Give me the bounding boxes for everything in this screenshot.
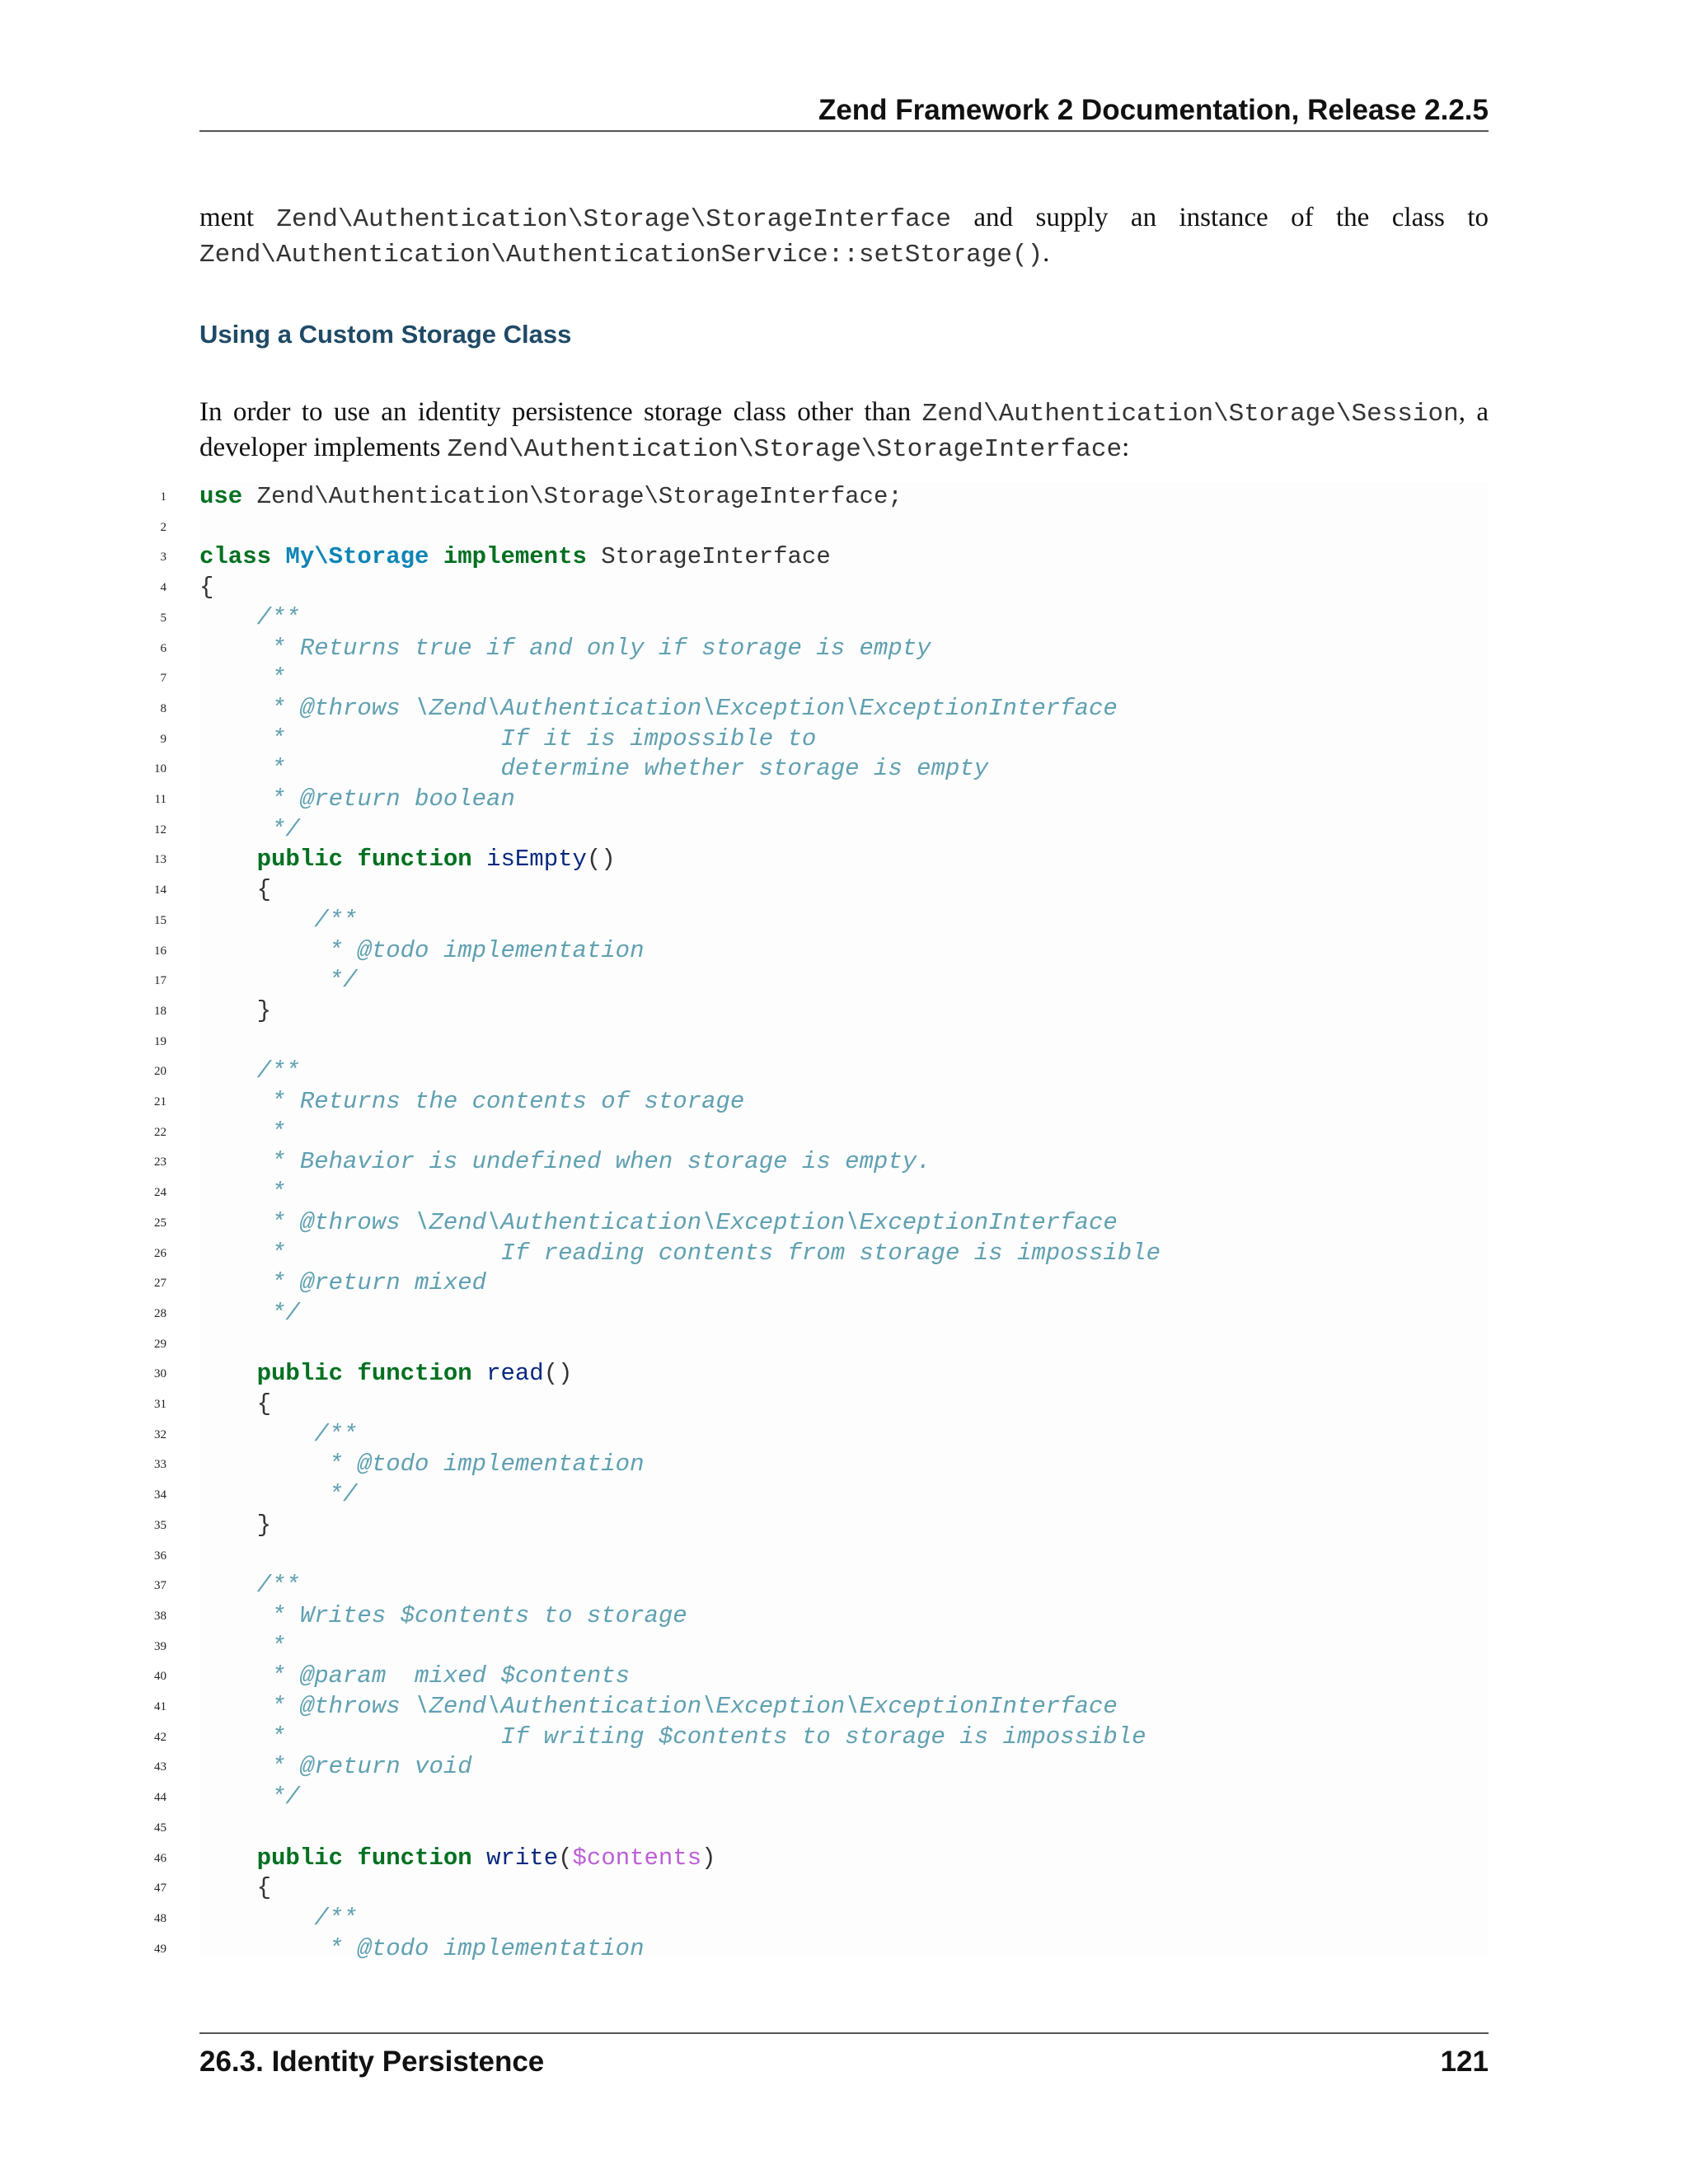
code-token: ( bbox=[558, 1844, 573, 1872]
line-number: 27 bbox=[154, 1277, 166, 1291]
intro-code-1: Zend\Authentication\Storage\StorageInterface bbox=[276, 205, 951, 234]
code-token: */ bbox=[199, 1299, 300, 1327]
code-token: * @param mixed $contents bbox=[199, 1662, 631, 1690]
line-number: 38 bbox=[154, 1609, 166, 1623]
code-token bbox=[199, 1360, 257, 1387]
code-token: * @return mixed bbox=[199, 1269, 487, 1297]
code-token bbox=[199, 846, 257, 873]
code-line bbox=[0, 966, 1688, 996]
line-number: 9 bbox=[160, 732, 166, 746]
code-text bbox=[199, 1722, 1146, 1752]
line-number: 25 bbox=[154, 1216, 166, 1230]
code-token: public bbox=[256, 846, 344, 874]
line-number: 28 bbox=[154, 1306, 166, 1320]
line-number: 5 bbox=[160, 611, 166, 625]
line-number: 18 bbox=[154, 1004, 166, 1018]
intro-code-2: Zend\Authentication\AuthenticationService::setStorage() bbox=[199, 241, 1043, 269]
code-token: * bbox=[199, 1179, 286, 1207]
line-number: 43 bbox=[154, 1760, 166, 1774]
code-line bbox=[0, 573, 1688, 603]
code-line bbox=[0, 724, 1688, 755]
code-line bbox=[0, 1752, 1688, 1783]
code-line bbox=[0, 1692, 1688, 1722]
code-line bbox=[0, 1147, 1688, 1178]
code-token: * @return boolean bbox=[199, 785, 515, 813]
code-token bbox=[271, 543, 285, 570]
code-line bbox=[0, 694, 1688, 724]
code-token: * If it is impossible to bbox=[199, 724, 817, 752]
code-line bbox=[0, 1208, 1688, 1239]
footer-section-title: 26.3. Identity Persistence bbox=[199, 2046, 545, 2078]
code-text bbox=[199, 815, 300, 845]
code-text bbox=[199, 482, 903, 512]
code-text bbox=[199, 542, 831, 572]
code-text bbox=[199, 754, 988, 784]
code-text bbox=[199, 1632, 285, 1661]
code-token: * @return void bbox=[199, 1753, 472, 1781]
line-number: 1 bbox=[160, 490, 166, 504]
code-token: function bbox=[357, 846, 472, 874]
code-token: My\Storage bbox=[285, 543, 429, 571]
running-header bbox=[199, 91, 1489, 132]
code-token: isEmpty bbox=[486, 846, 587, 874]
line-number: 40 bbox=[154, 1670, 166, 1684]
code-token: /** bbox=[199, 603, 300, 631]
line-number: 30 bbox=[154, 1367, 166, 1381]
line-number: 49 bbox=[154, 1942, 166, 1956]
code-line bbox=[0, 1661, 1688, 1692]
code-token: * @todo implementation bbox=[199, 1934, 645, 1962]
code-line bbox=[0, 1722, 1688, 1753]
line-number: 14 bbox=[154, 883, 166, 898]
code-token bbox=[199, 1844, 257, 1872]
code-token bbox=[472, 1360, 486, 1387]
code-text bbox=[199, 1752, 472, 1782]
line-number: 35 bbox=[154, 1518, 166, 1532]
code-text bbox=[199, 1359, 573, 1389]
intro-text-2: and supply an instance of the class to bbox=[950, 203, 1489, 232]
code-token: use bbox=[199, 483, 243, 510]
intro-paragraph bbox=[199, 201, 1489, 272]
code-token: * Writes $contents to storage bbox=[199, 1601, 687, 1629]
code-token: public bbox=[256, 1360, 344, 1388]
code-line bbox=[0, 1239, 1688, 1269]
code-line bbox=[0, 513, 1688, 543]
code-line bbox=[0, 754, 1688, 785]
code-line bbox=[0, 1873, 1688, 1904]
line-number: 32 bbox=[154, 1427, 166, 1441]
code-token: public bbox=[256, 1844, 344, 1872]
line-number: 7 bbox=[160, 672, 166, 686]
code-token: /** bbox=[199, 1572, 300, 1600]
code-text bbox=[199, 694, 1118, 724]
line-number: 42 bbox=[154, 1730, 166, 1744]
code-token: () bbox=[586, 846, 616, 874]
code-line bbox=[0, 845, 1688, 875]
code-text bbox=[199, 1178, 285, 1207]
code-line bbox=[0, 936, 1688, 967]
code-text bbox=[199, 634, 931, 663]
code-text bbox=[199, 936, 645, 966]
code-token: */ bbox=[199, 1783, 300, 1811]
line-number: 31 bbox=[154, 1398, 166, 1411]
code-text bbox=[199, 1904, 357, 1933]
code-line bbox=[0, 1268, 1688, 1299]
section-text-2: , a developer implements bbox=[199, 397, 1489, 462]
code-line bbox=[0, 1904, 1688, 1934]
code-token: * @throws \Zend\Authentication\Exception\ExceptionInterface bbox=[199, 1208, 1118, 1236]
line-number: 26 bbox=[154, 1246, 166, 1260]
code-line bbox=[0, 906, 1688, 936]
line-number: 12 bbox=[154, 823, 166, 837]
code-line bbox=[0, 1450, 1688, 1480]
line-number: 44 bbox=[154, 1791, 166, 1805]
code-token bbox=[343, 1360, 357, 1387]
code-text bbox=[199, 1480, 357, 1510]
code-token: */ bbox=[199, 815, 300, 843]
line-number: 10 bbox=[154, 762, 166, 776]
code-line bbox=[0, 1420, 1688, 1451]
code-token: Zend\Authentication\Storage\StorageInterface; bbox=[242, 483, 903, 510]
code-text bbox=[199, 996, 271, 1026]
intro-text-3: . bbox=[1043, 238, 1050, 268]
code-token: * If reading contents from storage is impossible bbox=[199, 1239, 1160, 1267]
code-line bbox=[0, 1480, 1688, 1511]
code-line bbox=[0, 1934, 1688, 1965]
code-token: * determine whether storage is empty bbox=[199, 755, 989, 783]
code-text bbox=[199, 1783, 300, 1812]
code-token: */ bbox=[199, 1481, 358, 1509]
code-text bbox=[199, 1661, 630, 1691]
code-line bbox=[0, 1783, 1688, 1813]
code-line bbox=[0, 1329, 1688, 1360]
intro-text-1: ment bbox=[199, 203, 277, 232]
line-number: 4 bbox=[160, 581, 166, 595]
code-text bbox=[199, 1299, 300, 1329]
code-line bbox=[0, 1178, 1688, 1208]
line-number: 15 bbox=[154, 913, 166, 927]
code-line bbox=[0, 785, 1688, 815]
code-text bbox=[199, 1057, 300, 1086]
code-token: * Returns the contents of storage bbox=[199, 1088, 745, 1115]
code-line bbox=[0, 603, 1688, 634]
code-line bbox=[0, 482, 1688, 513]
line-number: 41 bbox=[154, 1700, 166, 1713]
code-token: * @throws \Zend\Authentication\Exception\ExceptionInterface bbox=[199, 1693, 1118, 1720]
code-token: */ bbox=[199, 967, 358, 995]
code-token: write bbox=[486, 1844, 559, 1872]
code-line bbox=[0, 1118, 1688, 1148]
section-text-3: : bbox=[1122, 433, 1130, 462]
code-token: StorageInterface bbox=[586, 543, 831, 571]
code-token: read bbox=[486, 1360, 544, 1388]
code-line bbox=[0, 1027, 1688, 1057]
line-number: 33 bbox=[154, 1458, 166, 1472]
code-text bbox=[199, 1087, 744, 1117]
code-text bbox=[199, 1147, 931, 1177]
code-text bbox=[199, 845, 616, 874]
code-token: { bbox=[199, 1390, 272, 1418]
code-token: { bbox=[199, 876, 272, 904]
code-text bbox=[199, 1450, 645, 1479]
code-line bbox=[0, 663, 1688, 694]
code-line bbox=[0, 1087, 1688, 1118]
line-number: 20 bbox=[154, 1065, 166, 1079]
code-line bbox=[0, 1390, 1688, 1420]
code-text bbox=[199, 1692, 1118, 1722]
code-token: /** bbox=[199, 906, 358, 934]
code-token: } bbox=[199, 1511, 272, 1539]
code-token: * bbox=[199, 1632, 286, 1660]
code-line bbox=[0, 1632, 1688, 1662]
code-token: () bbox=[543, 1360, 573, 1388]
code-line bbox=[0, 1511, 1688, 1541]
code-token bbox=[343, 846, 357, 873]
code-text bbox=[199, 663, 285, 693]
code-text bbox=[199, 966, 357, 996]
line-number: 3 bbox=[160, 551, 166, 565]
code-line bbox=[0, 634, 1688, 664]
code-token: * bbox=[199, 664, 286, 692]
section-code-1: Zend\Authentication\Storage\Session bbox=[921, 400, 1459, 429]
line-number: 47 bbox=[154, 1882, 166, 1896]
code-text bbox=[199, 1844, 716, 1873]
line-number: 46 bbox=[154, 1851, 166, 1865]
line-number: 24 bbox=[154, 1186, 166, 1200]
line-number: 6 bbox=[160, 641, 166, 655]
code-token: * bbox=[199, 1118, 286, 1146]
code-token: /** bbox=[199, 1057, 300, 1085]
code-line bbox=[0, 1571, 1688, 1601]
line-number: 34 bbox=[154, 1488, 166, 1502]
code-token bbox=[429, 543, 443, 570]
line-number: 13 bbox=[154, 853, 166, 867]
code-token: * @throws \Zend\Authentication\Exception\ExceptionInterface bbox=[199, 694, 1118, 722]
line-number: 23 bbox=[154, 1155, 166, 1169]
line-number: 21 bbox=[154, 1095, 166, 1108]
line-number: 37 bbox=[154, 1579, 166, 1593]
code-text bbox=[199, 906, 357, 935]
section-text-1: In order to use an identity persistence storage class other than bbox=[199, 397, 922, 427]
code-line bbox=[0, 1359, 1688, 1390]
code-text bbox=[199, 1208, 1118, 1238]
code-text bbox=[199, 1511, 271, 1540]
code-token: ) bbox=[701, 1844, 716, 1872]
code-token bbox=[472, 846, 486, 873]
header-title: Zend Framework 2 Documentation, Release 2.2.5 bbox=[818, 94, 1489, 126]
line-number: 2 bbox=[160, 520, 166, 534]
code-text bbox=[199, 1420, 357, 1450]
code-line bbox=[0, 1813, 1688, 1844]
code-token: implements bbox=[443, 543, 587, 571]
section-paragraph bbox=[199, 396, 1489, 466]
code-token: * Returns true if and only if storage is empty bbox=[199, 634, 931, 662]
section-heading: Using a Custom Storage Class bbox=[199, 320, 572, 349]
line-number: 8 bbox=[160, 701, 166, 715]
page-number: 121 bbox=[1440, 2046, 1489, 2078]
code-token: /** bbox=[199, 1904, 358, 1932]
code-text bbox=[199, 1239, 1160, 1268]
code-text bbox=[199, 603, 300, 633]
line-number: 36 bbox=[154, 1549, 166, 1563]
code-token: * @todo implementation bbox=[199, 936, 645, 964]
code-text bbox=[199, 1873, 271, 1903]
line-number: 48 bbox=[154, 1911, 166, 1925]
code-token: /** bbox=[199, 1420, 358, 1448]
section-code-2: Zend\Authentication\Storage\StorageInterface bbox=[447, 435, 1123, 464]
running-footer bbox=[199, 2032, 1489, 2082]
code-token: { bbox=[199, 574, 214, 602]
code-text bbox=[199, 724, 816, 754]
code-text bbox=[199, 785, 515, 814]
code-line bbox=[0, 1844, 1688, 1874]
code-token: } bbox=[199, 996, 272, 1024]
line-number: 17 bbox=[154, 974, 166, 988]
code-token: function bbox=[357, 1360, 472, 1388]
code-line bbox=[0, 1299, 1688, 1329]
code-token bbox=[472, 1844, 486, 1872]
code-text bbox=[199, 1118, 285, 1147]
line-number: 19 bbox=[154, 1034, 166, 1048]
code-text bbox=[199, 1601, 687, 1631]
line-number: 29 bbox=[154, 1337, 166, 1351]
code-line bbox=[0, 996, 1688, 1027]
code-text bbox=[199, 573, 213, 602]
code-text bbox=[199, 1934, 645, 1964]
code-line bbox=[0, 815, 1688, 846]
line-number: 16 bbox=[154, 944, 166, 958]
code-text bbox=[199, 1390, 271, 1419]
code-line bbox=[0, 1601, 1688, 1632]
code-token: $contents bbox=[572, 1844, 702, 1872]
line-number: 39 bbox=[154, 1639, 166, 1653]
code-line bbox=[0, 1541, 1688, 1572]
code-line bbox=[0, 875, 1688, 906]
code-token: function bbox=[357, 1844, 472, 1872]
line-number: 22 bbox=[154, 1125, 166, 1139]
code-line bbox=[0, 1057, 1688, 1087]
code-token: * Behavior is undefined when storage is empty. bbox=[199, 1148, 931, 1176]
code-token: { bbox=[199, 1874, 272, 1902]
line-number: 45 bbox=[154, 1821, 166, 1835]
code-token: class bbox=[199, 543, 272, 571]
line-number: 11 bbox=[154, 793, 166, 806]
code-line bbox=[0, 542, 1688, 573]
code-text bbox=[199, 1571, 300, 1601]
code-text bbox=[199, 1268, 486, 1298]
code-token bbox=[343, 1844, 357, 1872]
code-token: * @todo implementation bbox=[199, 1451, 645, 1479]
code-token: * If writing $contents to storage is impossible bbox=[199, 1722, 1146, 1750]
code-text bbox=[199, 875, 271, 905]
